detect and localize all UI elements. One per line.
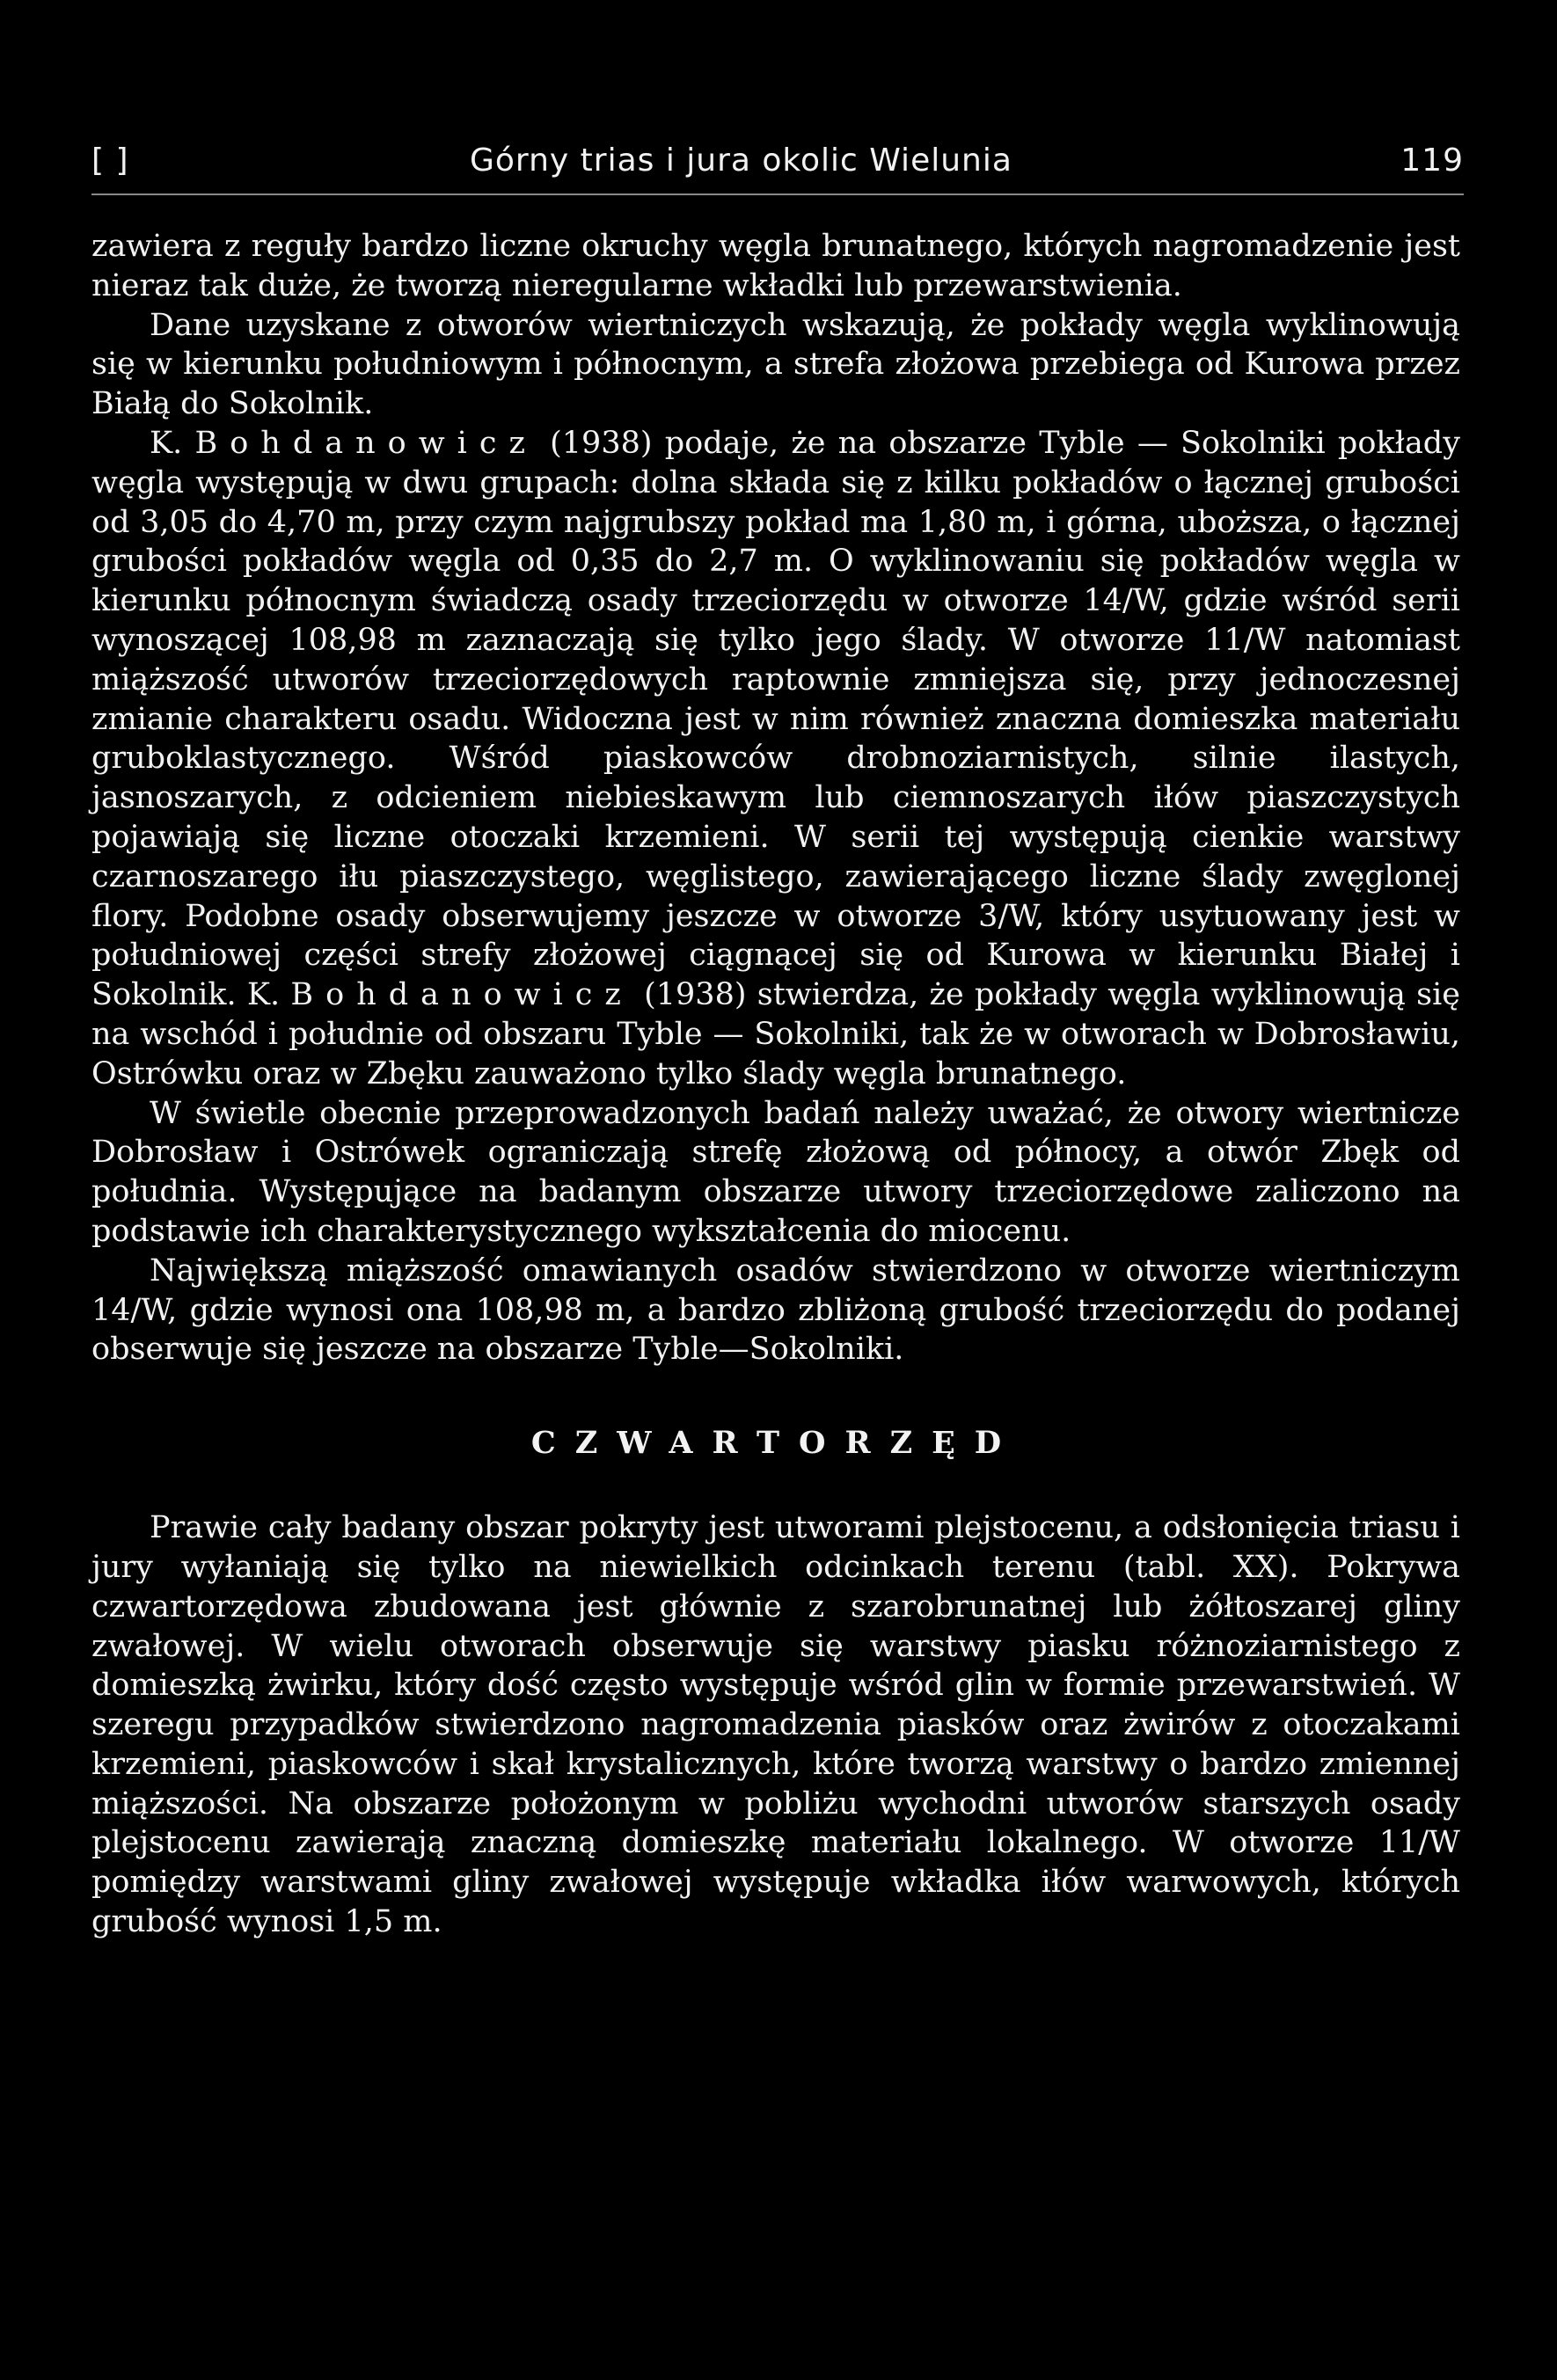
paragraph-6: Prawie cały badany obszar pokryty jest utworami plejstocenu, a odsłonięcia triasu i jury wyłaniają się tylko na niewielkich odcinkach terenu (tabl. XX). Pokrywa czwartorzędowa zbudowana jest głównie z szarobrunatnej lub żółtoszarej gliny zwałowej. W wielu otworach obserwuje się warstwy piasku różnoziarnistego z domieszką żwirku, który dość często występuje wśród glin w formie przewarstwień. W szeregu przypadków stwierdzono nagromadzenia piasków oraz żwirów z otoczakami krzemieni, piaskowców i skał krystalicznych, które tworzą warstwy o bardzo zmiennej miąższości. Na obszarze położonym w pobliżu wychodni utworów starszych osady plejstocenu zawierają znaczną domieszkę materiału lokalnego. W otworze 11/W pomiędzy warstwami gliny zwałowej występuje wkładka iłów warwowych, których grubość wynosi 1,5 m. bbox=[91, 1510, 1460, 1940]
paragraph-4: W świetle obecnie przeprowadzonych badań należy uważać, że otwory wiertnicze Dobrosław i Ostrówek ograniczają strefę złożową od północy, a otwór Zbęk od południa. Występujące na badanym obszarze utwory trzeciorzędowe zaliczono na podstawie ich charakterystycznego wykształcenia do miocenu. bbox=[91, 1095, 1460, 1249]
paragraph-3-text: (1938) podaje, że na obszarze Tyble — Sokolniki pokłady węgla występują w dwu grupach: dolna składa się z kilku pokładów o łącznej grubości od 3,05 do 4,70 m, przy czym najgrubszy pokład ma 1,80 m, i górna, uboższa, o łącznej grubości pokładów węgla od 0,35 do 2,7 m. O wyklinowaniu się pokładów węgla w kierunku północnym świadczą osady trzeciorzędu w otworze 14/W, gdzie wśród serii wynoszącej 108,98 m zaznaczają się tylko jego ślady. W otworze 11/W natomiast miąższość utworów trzeciorzędowych raptownie zmniejsza się, przy jednoczesnej zmianie charakteru osadu. Widoczna jest w nim również znaczna domieszka materiału gruboklastycznego. Wśród piaskowców drobnoziarnistych, silnie ilastych, jasnoszarych, z odcieniem niebieskawym lub ciemnoszarych iłów piaszczystych pojawiają się liczne otoczaki krzemieni. W serii tej występują cienkie warstwy czarnoszarego iłu piaszczystego, węglistego, zawierającego liczne ślady zwęglonej flory. Podobne osady obserwujemy jeszcze w otworze 3/W, który usytuowany jest w południowej części strefy złożowej ciągnącej się od Kurowa w kierunku Białej i Sokolnik. K. bbox=[91, 425, 1460, 1013]
page-number: 119 bbox=[1400, 142, 1464, 179]
paragraph-3 bbox=[91, 424, 1460, 1094]
header-brackets: [ ] bbox=[91, 142, 129, 179]
running-header bbox=[91, 142, 1464, 186]
paragraph-3-end: (1938) stwierdza, że pokłady węgla wyklinowują się na wschód i południe od obszaru Tyble — Sokolniki, tak że w otworach w Dobrosławiu, Ostrówku oraz w Zbęku zauważono tylko ślady węgla brunatnego. bbox=[91, 977, 1460, 1091]
paragraph-1: zawiera z reguły bardzo liczne okruchy węgla brunatnego, których nagromadzenie jest nieraz tak duże, że tworzą nieregularne wkładki lub przewarstwienia. bbox=[91, 229, 1460, 303]
author-name: Bohdanowicz bbox=[194, 425, 537, 461]
paragraph-5: Największą miąższość omawianych osadów stwierdzono w otworze wiertniczym 14/W, gdzie wynosi ona 108,98 m, a bardzo zbliżoną grubość trzeciorzędu do podanej obserwuje się jeszcze na obszarze Tyble—Sokolniki. bbox=[91, 1252, 1460, 1368]
header-rule bbox=[91, 193, 1464, 195]
section-heading: CZWARTORZĘD bbox=[530, 1425, 1021, 1462]
paragraph-2: Dane uzyskane z otworów wiertniczych wskazują, że pokłady węgla wyklinowują się w kierunku południowym i północnym, a strefa złożowa przebiega od Kurowa przez Białą do Sokolnik. bbox=[91, 307, 1460, 422]
body-text bbox=[91, 227, 1460, 1942]
running-title: Górny trias i jura okolic Wielunia bbox=[470, 142, 1012, 179]
author-initial: K. bbox=[150, 425, 183, 461]
author-name-2: Bohdanowicz bbox=[290, 977, 633, 1013]
